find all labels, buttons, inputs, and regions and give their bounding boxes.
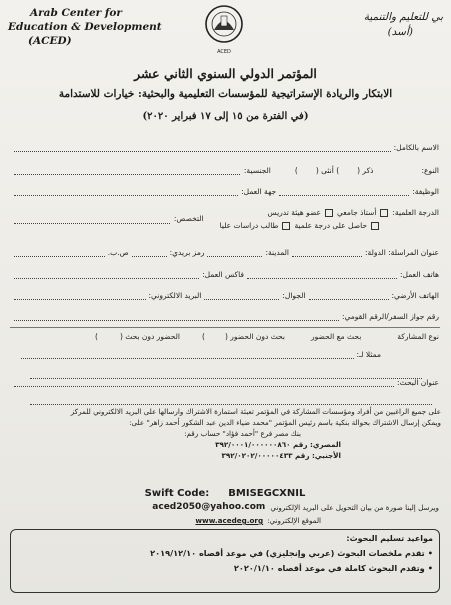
- workplace-label: جهة العمل:: [241, 187, 277, 196]
- passport-field[interactable]: [14, 312, 339, 321]
- degree-label: الدرجة العلمية:: [392, 208, 439, 217]
- paper-only-close: ): [202, 332, 205, 341]
- delivery-heading: مواعيد تسليم البحوث:: [346, 534, 433, 543]
- bank-line: بنك مصر فرع "أحمد فؤاد" حساب رقم:: [184, 429, 301, 438]
- mobile-label: الجوال:: [282, 291, 306, 300]
- paper-title-label: عنوان البحث:: [397, 378, 439, 387]
- postal-label: رمز بريدي:: [169, 248, 205, 257]
- swift-code: [90, 488, 360, 499]
- work-phone-field[interactable]: [247, 270, 397, 279]
- university-prof-checkbox[interactable]: [380, 209, 388, 217]
- pobox-field[interactable]: [14, 248, 105, 257]
- address-label: عنوان المراسلة: الدولة:: [365, 248, 439, 257]
- work-fax-field[interactable]: [14, 270, 199, 279]
- attend-only-option[interactable]: الحضور دون بحث (: [119, 332, 180, 341]
- grad-student-checkbox[interactable]: [282, 222, 290, 230]
- org-name-arabic: [313, 10, 443, 40]
- university-prof-label: أستاذ جامعي: [336, 208, 377, 217]
- org-ar-line1: بي للتعليم والتنمية: [363, 11, 443, 23]
- org-en-line2: Education & Development: [8, 21, 162, 33]
- landline-label: الهاتف الأرضي:: [391, 291, 439, 300]
- conference-period: (في الفترة من ١٥ إلى ١٧ فبراير ٢٠٢٠): [142, 111, 309, 122]
- specialization-field[interactable]: [14, 215, 170, 224]
- mobile-field[interactable]: [204, 291, 279, 300]
- note-line1: على جميع الراغبين من أفراد ومؤسسات المشاركة في المؤتمر تعبئة استمارة الاشتراك وارسالها على البريد الالكتروني للمركز: [70, 407, 441, 416]
- pobox-label: ص.ب.: [107, 248, 129, 257]
- job-field[interactable]: [279, 187, 409, 196]
- address-row: [14, 248, 439, 258]
- job-row: [14, 187, 439, 197]
- nationality-label: الجنسية:: [243, 166, 271, 175]
- representative-row: [21, 350, 381, 360]
- aced-logo-icon: [204, 4, 244, 48]
- city-label: المدينة:: [265, 248, 290, 257]
- contact-email[interactable]: aced2050@yahoo.com: [152, 502, 266, 512]
- type-label: النوع:: [421, 166, 439, 175]
- website-row: [41, 515, 321, 526]
- representative-label: ممثلا لـ:: [356, 350, 381, 359]
- full-name-row: [14, 143, 439, 153]
- degree-holder-label: حاصل على درجة علمية: [294, 221, 367, 230]
- paper-title-extra-line[interactable]: [30, 396, 432, 405]
- work-phone-row: [14, 270, 439, 280]
- passport-label: رقم جواز السفر/الرقم القومي:: [341, 312, 439, 321]
- logo-caption: ACED: [217, 49, 231, 55]
- paper-only-option[interactable]: بحث دون الحضور (: [224, 332, 285, 341]
- website-link[interactable]: www.acedeg.org: [195, 516, 264, 525]
- org-name-english: [8, 6, 178, 48]
- representative-field[interactable]: [21, 350, 354, 359]
- grad-student-label: طالب دراسات عليا: [219, 221, 279, 230]
- org-en-line3: (ACED): [28, 35, 72, 47]
- passport-row: [14, 312, 439, 322]
- delivery-item-2: • وتقدم البحوث كاملة في موعد أقصاه ٢٠٢٠/١/١٠: [23, 563, 433, 574]
- female-option[interactable]: ) أنثى (: [315, 166, 340, 175]
- work-phone-label: هاتف العمل:: [399, 270, 439, 279]
- paper-title-field[interactable]: [14, 378, 394, 387]
- workplace-field[interactable]: [14, 187, 238, 196]
- swift-label: Swift Code:: [144, 488, 210, 499]
- type-row: [14, 166, 439, 176]
- job-label: الوظيفة:: [412, 187, 439, 196]
- send-copy-row: [19, 502, 439, 513]
- participation-label: نوع المشاركة: [397, 332, 439, 341]
- email-field[interactable]: [14, 291, 146, 300]
- male-option[interactable]: ذكر (: [357, 166, 374, 175]
- faculty-member-label: عضو هيئة تدريس: [267, 208, 321, 217]
- notes-block: [11, 406, 441, 461]
- degree-row-2: [14, 214, 439, 231]
- conference-theme: الابتكار والريادة الإستراتيجية للمؤسسات التعليمية والبحثية: خيارات للاستدامة: [58, 88, 393, 100]
- swift-value: BMISEGCXNIL: [228, 488, 306, 499]
- degree-holder-checkbox[interactable]: [371, 222, 379, 230]
- postal-field[interactable]: [132, 248, 167, 257]
- nationality-field[interactable]: [14, 166, 240, 175]
- type-close: ): [294, 166, 298, 175]
- conference-title: المؤتمر الدولي السنوي الثاني عشر: [134, 66, 317, 81]
- egp-account: المصري: رقم ٣٩٢/٠٠٠١/٠٠٠٠٠٠٨٦٠: [215, 440, 341, 449]
- section-divider: [10, 327, 440, 328]
- paper-title-row: [14, 378, 439, 388]
- with-paper-option[interactable]: بحث مع الحضور: [311, 332, 362, 341]
- full-name-field[interactable]: [14, 143, 391, 152]
- participation-row: [14, 332, 439, 342]
- usd-account: الأجنبي: رقم ٣٩٢/٠٢٠٢/٠٠٠٠٠٤٣٣: [221, 451, 341, 460]
- note-line2: ويمكن إرسال الاشتراك بحوالة بنكية باسم رئيس المؤتمر "محمد ضياء الدين عبد الشكور أحمد زاهر" على:: [129, 418, 441, 427]
- faculty-member-checkbox[interactable]: [325, 209, 333, 217]
- send-copy-text: ويرسل إلينا صورة من بيان التحويل على البريد الإلكتروني: [270, 503, 439, 512]
- email-label: البريد الالكتروني:: [148, 291, 202, 300]
- city-field[interactable]: [207, 248, 262, 257]
- org-ar-line2: (أسد): [387, 26, 413, 38]
- work-fax-label: فاكس العمل:: [202, 270, 244, 279]
- org-en-line1: Arab Center for: [30, 7, 122, 19]
- landline-field[interactable]: [309, 291, 389, 300]
- website-label: الموقع الإلكتروني:: [267, 516, 321, 525]
- attend-only-close: ): [95, 332, 98, 341]
- full-name-label: الاسم بالكامل:: [393, 143, 439, 152]
- phone-row: [14, 291, 439, 301]
- delivery-item-1: • تقدم ملخصات البحوث (عربي وإنجليزي) في موعد أقصاه ٢٠١٩/١٢/١٠: [23, 548, 433, 559]
- country-field[interactable]: [292, 248, 362, 257]
- specialization-label: التخصص:: [173, 214, 204, 223]
